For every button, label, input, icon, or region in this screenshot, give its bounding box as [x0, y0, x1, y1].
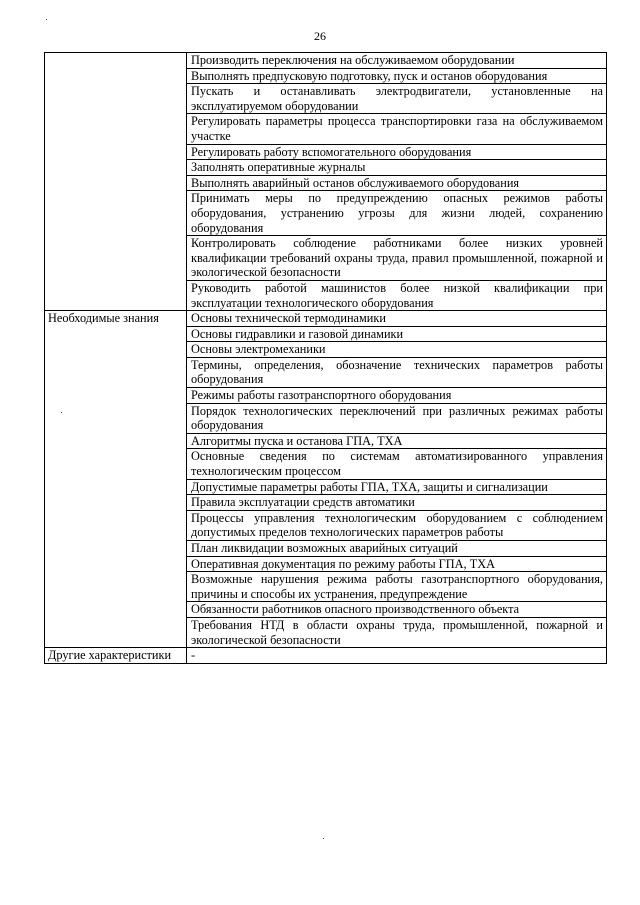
page-number: 26	[314, 29, 326, 43]
table-item-cell: Регулировать работу вспомогательного оборудования	[187, 144, 607, 160]
scan-speck	[46, 19, 47, 20]
table-item-cell: Выполнять аварийный останов обслуживаемого оборудования	[187, 175, 607, 191]
table-item-cell: Основные сведения по системам автоматизированного управления технологическим процессом	[187, 449, 607, 479]
table-item-cell: Пускать и останавливать электродвигатели, установленные на эксплуатируемом оборудовании	[187, 84, 607, 114]
section-category-cell: Необходимые знания	[45, 311, 187, 648]
table-item-cell: Основы электромеханики	[187, 342, 607, 358]
table-item-cell: Допустимые параметры работы ГПА, ТХА, защиты и сигнализации	[187, 479, 607, 495]
table-item-cell: Порядок технологических переключений при различных режимах работы оборудования	[187, 403, 607, 433]
table-item-cell: Контролировать соблюдение работниками более низких уровней квалификации требований охраны труда, правил промышленной, пожарной и экологической безопасности	[187, 236, 607, 281]
table-row	[45, 648, 607, 664]
table-item-cell: Алгоритмы пуска и останова ГПА, ТХА	[187, 433, 607, 449]
table-item-cell: Режимы работы газотранспортного оборудования	[187, 388, 607, 404]
table-item-cell: Требования НТД в области охраны труда, промышленной, пожарной и экологической безопасности	[187, 617, 607, 647]
table-item-cell: Принимать меры по предупреждению опасных режимов работы оборудования, устранению угрозы для жизни людей, сохранению оборудования	[187, 191, 607, 236]
table-item-cell: Руководить работой машинистов более низкой квалификации при эксплуатации технологического оборудования	[187, 280, 607, 310]
section-category-cell: Другие характеристики	[45, 648, 187, 664]
table-item-cell: Термины, определения, обозначение технических параметров работы оборудования	[187, 357, 607, 387]
table-item-cell: Возможные нарушения режима работы газотранспортного оборудования, причины и способы их устранения, предупреждение	[187, 572, 607, 602]
table-item-cell: Процессы управления технологическим оборудованием с соблюдением допустимых пределов технологических параметров работы	[187, 510, 607, 540]
table-item-cell: Правила эксплуатации средств автоматики	[187, 495, 607, 511]
table-item-cell: Регулировать параметры процесса транспортировки газа на обслуживаемом участке	[187, 114, 607, 144]
table-item-cell: Выполнять предпусковую подготовку, пуск и останов оборудования	[187, 68, 607, 84]
table-item-cell: Производить переключения на обслуживаемом оборудовании	[187, 53, 607, 69]
scan-speck	[323, 838, 324, 839]
section-category-cell	[45, 53, 187, 311]
table-item-cell: -	[187, 648, 607, 664]
table-item-cell: Заполнять оперативные журналы	[187, 160, 607, 176]
table-row	[45, 311, 607, 327]
table-row	[45, 53, 607, 69]
table-item-cell: План ликвидации возможных аварийных ситуаций	[187, 541, 607, 557]
table-item-cell: Обязанности работников опасного производственного объекта	[187, 602, 607, 618]
table-item-cell: Основы технической термодинамики	[187, 311, 607, 327]
competency-table	[44, 52, 607, 664]
table-item-cell: Основы гидравлики и газовой динамики	[187, 326, 607, 342]
table-item-cell: Оперативная документация по режиму работы ГПА, ТХА	[187, 556, 607, 572]
